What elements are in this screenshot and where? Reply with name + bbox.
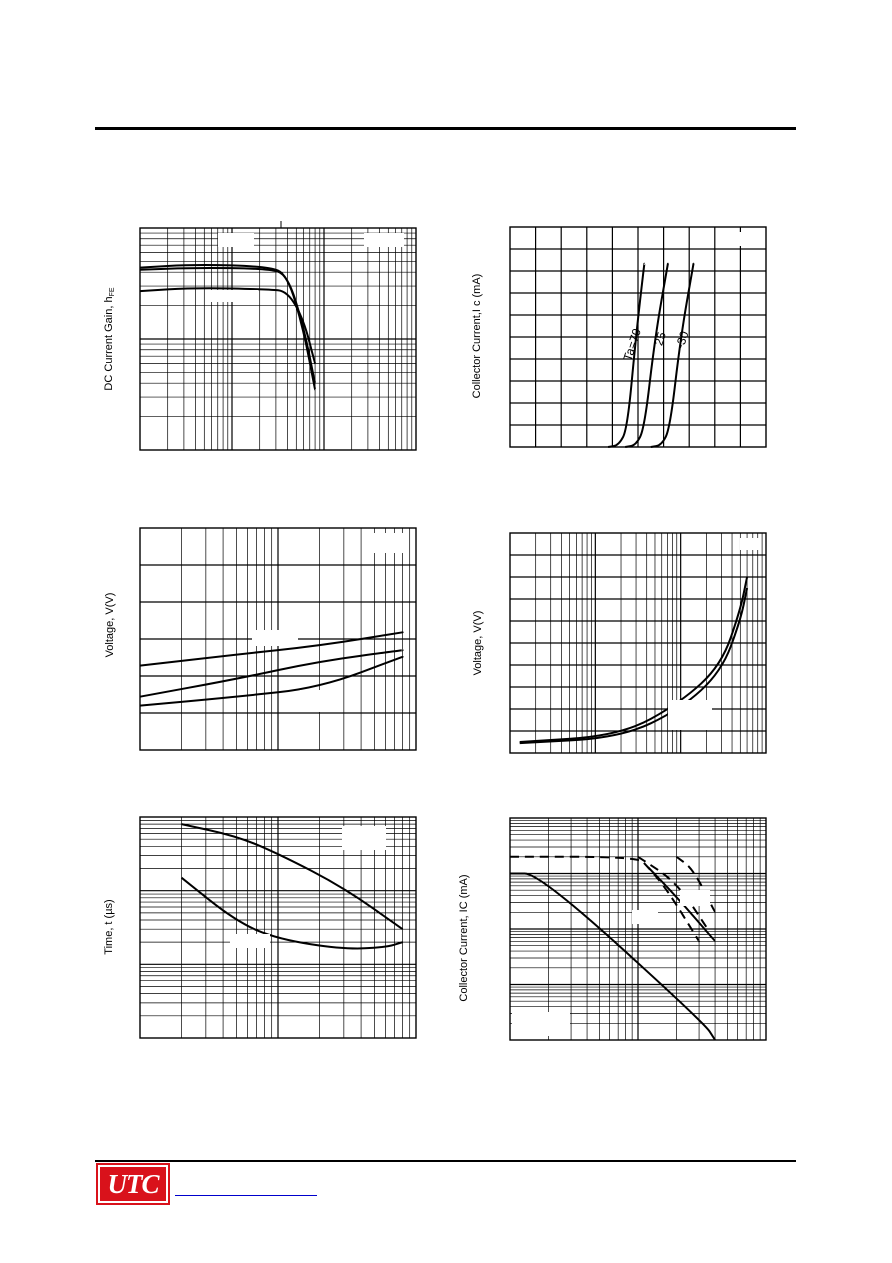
legend-box	[230, 934, 270, 948]
series-label: Ta=70	[620, 326, 644, 363]
website-link[interactable]	[175, 1195, 317, 1196]
legend-box	[300, 690, 332, 712]
legend-box	[632, 910, 658, 924]
chart-panel-hfe-vs-ic	[103, 221, 416, 450]
legend-box	[718, 232, 758, 246]
y-axis-label: DC Current Gain, hFE	[103, 287, 116, 391]
chart-panel-ic-vs-vce-soa	[458, 818, 766, 1040]
chart-panel-voltage-vs-ic-2	[472, 533, 766, 753]
logo-frame	[98, 1165, 168, 1203]
legend-box	[512, 1012, 570, 1036]
series-line-1	[520, 577, 747, 742]
legend-box	[364, 233, 404, 247]
y-axis-label: Voltage, V(V)	[104, 592, 116, 658]
legend-box	[218, 233, 254, 247]
legend-box	[740, 538, 760, 550]
legend-box	[680, 890, 710, 906]
legend-box	[252, 630, 298, 646]
logo-text: UTC	[107, 1168, 159, 1199]
y-axis-label: Time, t (µs)	[103, 899, 115, 955]
series-label: -30	[672, 329, 692, 351]
legend-box	[362, 533, 406, 553]
y-axis-label: Collector Current, IC (mA)	[458, 874, 470, 1002]
y-axis-label: Voltage, V(V)	[472, 610, 484, 676]
series-line-3	[651, 264, 694, 447]
legend-box	[210, 290, 258, 302]
chart-panel-ic-vs-vbe	[471, 227, 766, 447]
legend-box	[668, 700, 712, 730]
chart-panel-time-vs-ic	[103, 817, 416, 1038]
series-label: 25	[651, 330, 669, 348]
chart-panel-voltage-vs-ic-1	[104, 528, 416, 750]
series-line-2	[140, 650, 403, 697]
utc-logo	[96, 1163, 170, 1205]
y-axis-label: Collector Current,I c (mA)	[471, 273, 483, 399]
footer-rule	[95, 1160, 796, 1162]
legend-box	[342, 826, 386, 850]
series-line-3	[140, 657, 403, 706]
